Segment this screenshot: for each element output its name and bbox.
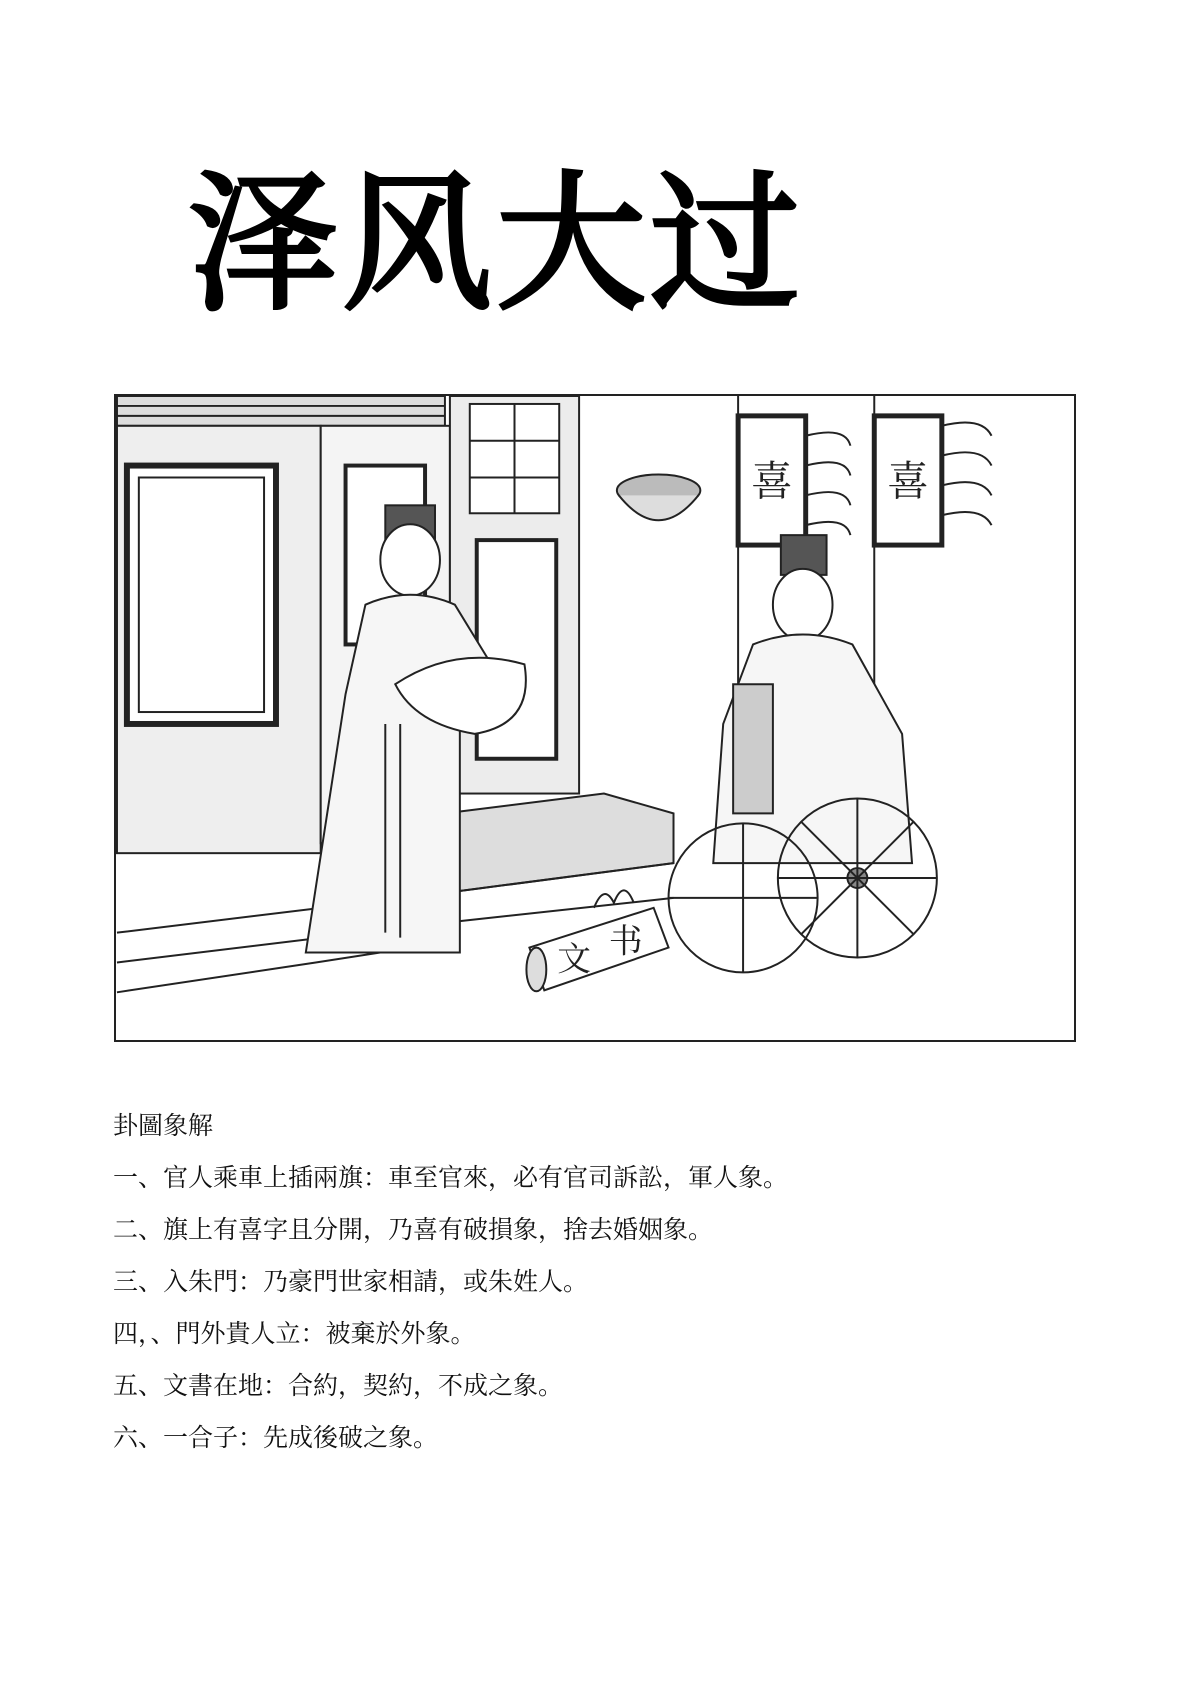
explanation-item-3: 三、入朱門：乃豪門世家相請，或朱姓人。 — [113, 1267, 589, 1296]
banner-left-text: 喜 — [751, 456, 793, 506]
explanation-item-4: 四，、門外貴人立：被棄於外象。 — [113, 1319, 476, 1348]
seated-official-cart — [669, 535, 937, 972]
scroll-text-1: 文 — [557, 939, 592, 979]
hexagram-illustration — [114, 394, 1076, 1042]
explanation-item-6: 六、一合子：先成後破之象。 — [113, 1423, 439, 1452]
roof-eaves — [117, 396, 445, 426]
explanation-heading: 卦圖象解 — [113, 1111, 214, 1140]
page-title: 泽风大过 — [188, 158, 805, 332]
illustration-drawing — [116, 396, 1074, 1040]
banner-right-text: 喜 — [887, 456, 929, 506]
explanation-item-1: 一、官人乘車上插兩旗：車至官來，必有官司訴訟，軍人象。 — [113, 1163, 789, 1192]
illustration-explanation — [113, 1100, 1073, 1464]
explanation-list — [113, 1152, 1073, 1464]
scroll-text-2: 书 — [608, 921, 643, 961]
lidded-box — [617, 475, 700, 521]
building-wall — [117, 426, 321, 853]
explanation-item-2: 二、旗上有喜字且分開，乃喜有破損象，捨去婚姻象。 — [113, 1215, 714, 1244]
explanation-item-5: 五、文書在地：合約，契約，不成之象。 — [113, 1371, 564, 1400]
